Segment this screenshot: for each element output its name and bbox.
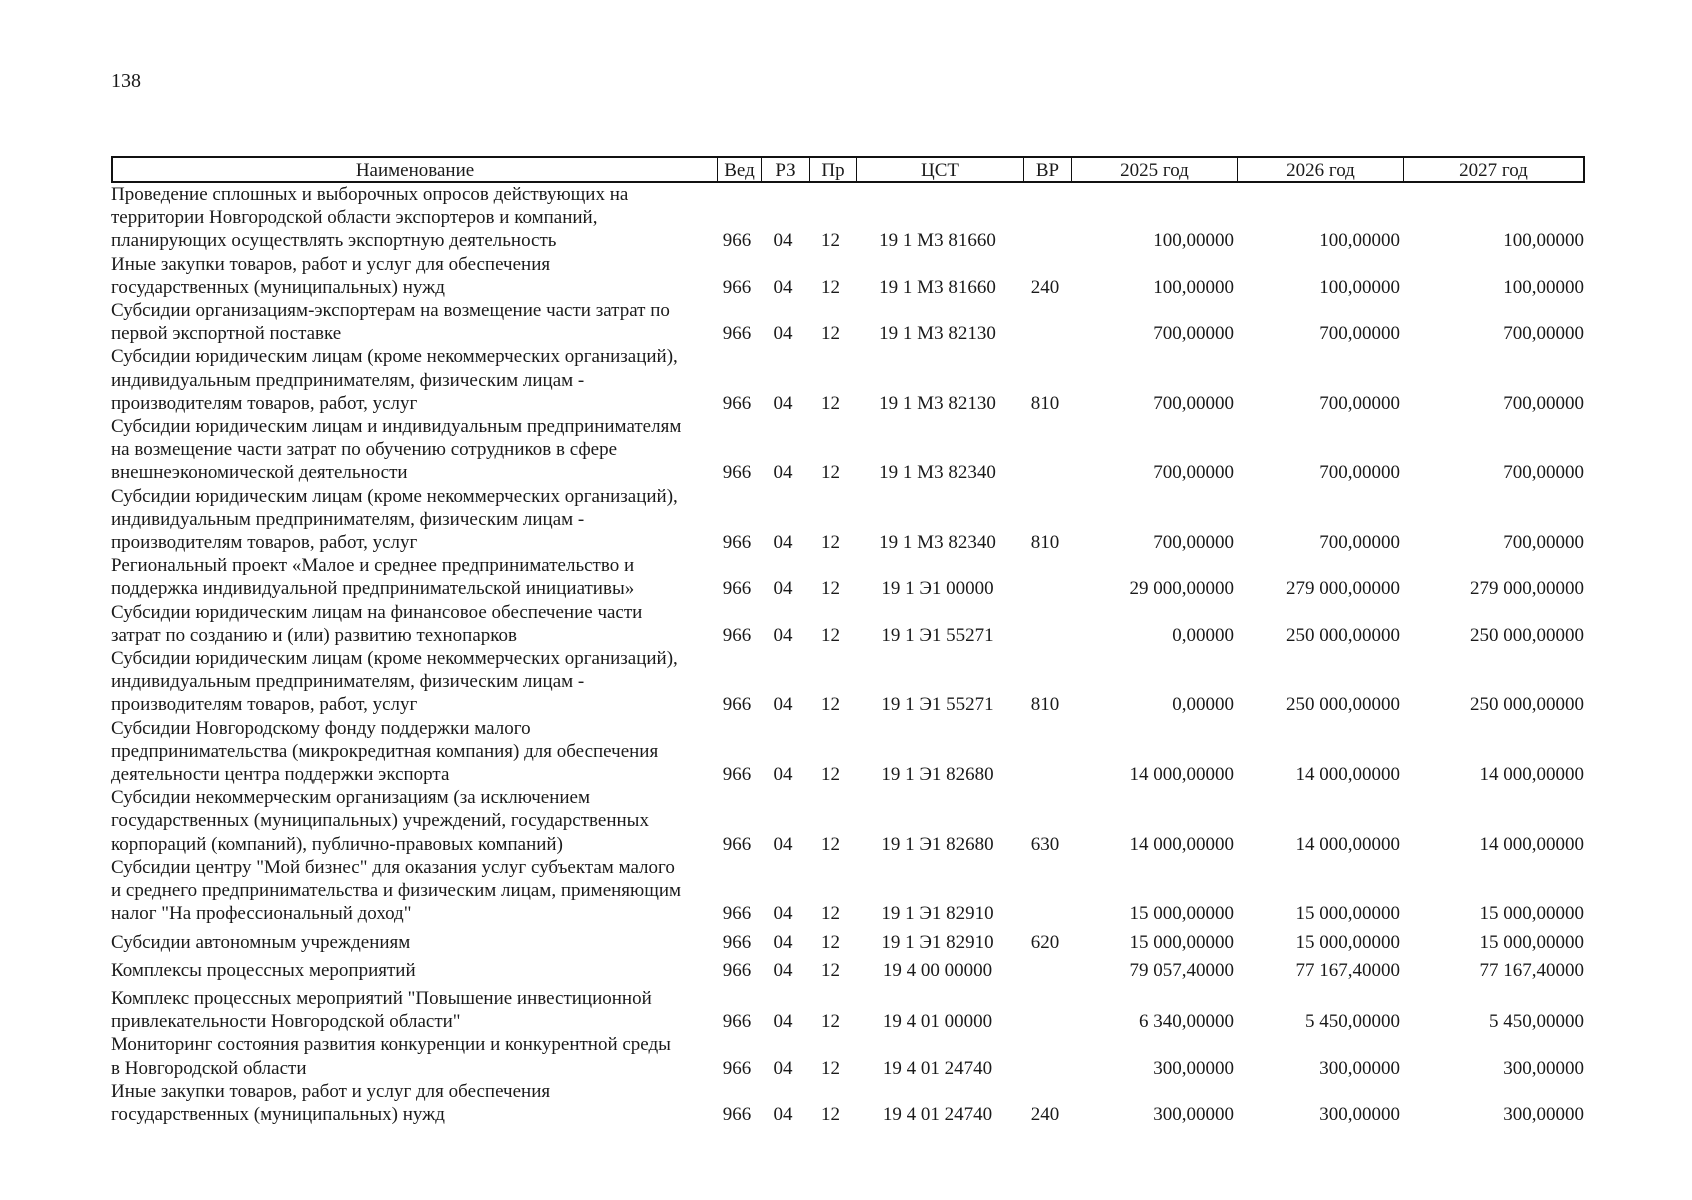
row-name: Субсидии юридическим лицам (кроме некоммерческих организаций), индивидуальным предпринимателям, физическим лицам - производителям товаров, работ, услуг <box>111 346 678 414</box>
row-2026: 279 000,00000 <box>1286 578 1400 600</box>
row-2027: 700,00000 <box>1503 392 1584 414</box>
row-name: Субсидии некоммерческим организациям (за исключением государственных (муниципальных) учреждений, государственных корпораций (компаний), публично-правовых компаний) <box>111 787 649 855</box>
row-2025: 700,00000 <box>1153 462 1234 484</box>
row-rz: 04 <box>773 392 793 414</box>
row-2026: 5 450,00000 <box>1305 1011 1400 1033</box>
row-2027: 300,00000 <box>1503 1057 1584 1079</box>
row-name: Субсидии автономным учреждениям <box>111 931 411 953</box>
header-2025: 2025 год <box>1071 158 1237 181</box>
table-row <box>111 959 1585 982</box>
table-row <box>111 253 1585 299</box>
row-cst: 19 1 М3 82130 <box>879 392 996 414</box>
row-2026: 250 000,00000 <box>1286 624 1400 646</box>
table-row <box>111 931 1585 954</box>
row-2026: 15 000,00000 <box>1295 903 1400 925</box>
row-pr: 12 <box>821 578 840 600</box>
row-pr: 12 <box>821 931 840 953</box>
row-name: Субсидии юридическим лицам и индивидуальным предпринимателям на возмещение части затрат по обучению сотрудников в сфере внешнеэкономической деятельности <box>111 416 682 484</box>
row-2025: 14 000,00000 <box>1129 764 1234 786</box>
row-2025: 15 000,00000 <box>1129 903 1234 925</box>
row-cst: 19 1 Э1 55271 <box>881 624 994 646</box>
table-row <box>111 299 1585 345</box>
row-2025: 100,00000 <box>1153 230 1234 252</box>
row-cst: 19 1 М3 81660 <box>879 276 996 298</box>
table-row <box>111 183 1585 253</box>
table-row <box>111 786 1585 856</box>
row-2027: 77 167,40000 <box>1479 959 1584 981</box>
row-2027: 279 000,00000 <box>1470 578 1584 600</box>
row-name: Субсидии юридическим лицам на финансовое обеспечение части затрат по созданию и (или) развитию технопарков <box>111 601 643 646</box>
row-2026: 250 000,00000 <box>1286 694 1400 716</box>
header-vr: ВР <box>1023 158 1071 181</box>
table-header <box>111 156 1585 183</box>
row-ved: 966 <box>722 1057 752 1079</box>
row-cst: 19 1 Э1 82910 <box>881 903 994 925</box>
row-rz: 04 <box>773 532 793 554</box>
row-2026: 77 167,40000 <box>1295 959 1400 981</box>
header-name: Наименование <box>355 160 475 181</box>
row-2026: 15 000,00000 <box>1295 931 1400 953</box>
table-row <box>111 647 1585 717</box>
row-pr: 12 <box>821 764 840 786</box>
table-body <box>111 183 1585 1126</box>
row-2027: 15 000,00000 <box>1479 931 1584 953</box>
row-pr: 12 <box>821 323 840 345</box>
row-2025: 0,00000 <box>1172 624 1234 646</box>
row-2025: 700,00000 <box>1153 392 1234 414</box>
row-2027: 700,00000 <box>1503 323 1584 345</box>
table-row <box>111 987 1585 1033</box>
row-vr: 810 <box>1030 532 1060 554</box>
row-2026: 300,00000 <box>1319 1057 1400 1079</box>
row-vr: 240 <box>1030 1103 1060 1125</box>
row-2025: 6 340,00000 <box>1139 1011 1234 1033</box>
row-rz: 04 <box>773 1103 793 1125</box>
row-2025: 100,00000 <box>1153 276 1234 298</box>
row-pr: 12 <box>821 624 840 646</box>
row-name: Региональный проект «Малое и среднее предпринимательство и поддержка индивидуальной предпринимательской инициативы» <box>111 555 635 600</box>
row-rz: 04 <box>773 959 793 981</box>
row-2027: 100,00000 <box>1503 230 1584 252</box>
row-vr: 810 <box>1030 694 1060 716</box>
row-ved: 966 <box>722 1103 752 1125</box>
row-2025: 700,00000 <box>1153 532 1234 554</box>
row-rz: 04 <box>773 833 793 855</box>
row-pr: 12 <box>821 694 840 716</box>
row-pr: 12 <box>821 1103 840 1125</box>
row-2026: 100,00000 <box>1319 276 1400 298</box>
row-name: Мониторинг состояния развития конкуренции и конкурентной среды в Новгородской области <box>111 1034 671 1079</box>
row-vr: 620 <box>1030 931 1060 953</box>
row-2025: 700,00000 <box>1153 323 1234 345</box>
table-row <box>111 345 1585 415</box>
row-name: Субсидии организациям-экспортерам на возмещение части затрат по первой экспортной поставке <box>111 300 670 345</box>
row-ved: 966 <box>722 694 752 716</box>
header-cst: ЦСТ <box>856 158 1023 181</box>
row-ved: 966 <box>722 931 752 953</box>
table-row <box>111 856 1585 926</box>
row-rz: 04 <box>773 903 793 925</box>
table-row <box>111 554 1585 600</box>
row-rz: 04 <box>773 1011 793 1033</box>
row-ved: 966 <box>722 764 752 786</box>
row-vr: 630 <box>1030 833 1060 855</box>
row-cst: 19 1 М3 82340 <box>879 462 996 484</box>
row-pr: 12 <box>821 276 840 298</box>
row-2026: 700,00000 <box>1319 532 1400 554</box>
header-rz: РЗ <box>761 158 809 181</box>
row-rz: 04 <box>773 931 793 953</box>
table-row <box>111 1080 1585 1126</box>
row-name: Проведение сплошных и выборочных опросов действующих на территории Новгородской области экспортеров и компаний, планирующих осуществлять экспортную деятельность <box>111 184 629 252</box>
row-2025: 14 000,00000 <box>1129 833 1234 855</box>
row-2027: 14 000,00000 <box>1479 764 1584 786</box>
row-2025: 15 000,00000 <box>1129 931 1234 953</box>
header-pr: Пр <box>809 158 856 181</box>
row-name: Субсидии юридическим лицам (кроме некоммерческих организаций), индивидуальным предпринимателям, физическим лицам - производителям товаров, работ, услуг <box>111 485 678 554</box>
row-cst: 19 1 М3 82130 <box>879 323 996 345</box>
row-2025: 300,00000 <box>1153 1057 1234 1079</box>
row-cst: 19 1 Э1 00000 <box>881 578 994 600</box>
row-rz: 04 <box>773 578 793 600</box>
row-cst: 19 4 01 24740 <box>882 1057 993 1079</box>
row-2026: 700,00000 <box>1319 392 1400 414</box>
row-rz: 04 <box>773 230 793 252</box>
page-number: 138 <box>111 70 141 92</box>
row-ved: 966 <box>722 1011 752 1033</box>
row-pr: 12 <box>821 392 840 414</box>
row-cst: 19 1 М3 81660 <box>879 230 996 252</box>
row-rz: 04 <box>773 276 793 298</box>
row-pr: 12 <box>821 1011 840 1033</box>
table-row <box>111 485 1585 555</box>
row-pr: 12 <box>821 532 840 554</box>
row-ved: 966 <box>722 276 752 298</box>
row-2027: 700,00000 <box>1503 532 1584 554</box>
row-ved: 966 <box>722 532 752 554</box>
row-name: Иные закупки товаров, работ и услуг для обеспечения государственных (муниципальных) нужд <box>111 1080 551 1125</box>
table-row <box>111 601 1585 647</box>
row-cst: 19 1 Э1 82910 <box>881 931 994 953</box>
row-name: Субсидии центру "Мой бизнес" для оказания услуг субъектам малого и среднего предпринимательства и физическим лицам, применяющим налог "На профессиональный доход" <box>111 856 682 925</box>
row-2026: 700,00000 <box>1319 323 1400 345</box>
row-ved: 966 <box>722 903 752 925</box>
row-2027: 700,00000 <box>1503 462 1584 484</box>
row-rz: 04 <box>773 323 793 345</box>
row-ved: 966 <box>722 624 752 646</box>
row-cst: 19 4 01 24740 <box>882 1103 993 1125</box>
row-rz: 04 <box>773 1057 793 1079</box>
row-2025: 300,00000 <box>1153 1103 1234 1125</box>
row-ved: 966 <box>722 323 752 345</box>
row-cst: 19 1 Э1 82680 <box>881 764 994 786</box>
row-name: Субсидии Новгородскому фонду поддержки малого предпринимательства (микрокредитная компания) для обеспечения деятельности центра поддержки экспорта <box>111 717 659 786</box>
row-name: Комплекс процессных мероприятий "Повышение инвестиционной привлекательности Новгородской области" <box>111 987 652 1033</box>
row-2025: 0,00000 <box>1172 694 1234 716</box>
row-ved: 966 <box>722 959 752 981</box>
row-pr: 12 <box>821 230 840 252</box>
row-ved: 966 <box>722 392 752 414</box>
row-rz: 04 <box>773 624 793 646</box>
table-row <box>111 1033 1585 1079</box>
header-ved: Вед <box>717 158 761 181</box>
row-name: Субсидии юридическим лицам (кроме некоммерческих организаций), индивидуальным предпринимателям, физическим лицам - производителям товаров, работ, услуг <box>111 648 678 716</box>
row-2025: 29 000,00000 <box>1129 578 1234 600</box>
row-2026: 300,00000 <box>1319 1103 1400 1125</box>
row-rz: 04 <box>773 462 793 484</box>
row-pr: 12 <box>821 959 840 981</box>
row-2026: 700,00000 <box>1319 462 1400 484</box>
row-2027: 250 000,00000 <box>1470 694 1584 716</box>
row-pr: 12 <box>821 833 840 855</box>
row-rz: 04 <box>773 764 793 786</box>
row-cst: 19 1 М3 82340 <box>879 532 996 554</box>
row-cst: 19 1 Э1 55271 <box>881 694 994 716</box>
row-cst: 19 1 Э1 82680 <box>881 833 994 855</box>
row-rz: 04 <box>773 694 793 716</box>
row-cst: 19 4 01 00000 <box>882 1011 993 1033</box>
row-2026: 100,00000 <box>1319 230 1400 252</box>
row-pr: 12 <box>821 462 840 484</box>
row-2026: 14 000,00000 <box>1295 833 1400 855</box>
row-name: Комплексы процессных мероприятий <box>111 959 416 981</box>
row-ved: 966 <box>722 833 752 855</box>
row-2027: 14 000,00000 <box>1479 833 1584 855</box>
row-pr: 12 <box>821 1057 840 1079</box>
row-cst: 19 4 00 00000 <box>882 959 993 981</box>
row-2027: 5 450,00000 <box>1489 1011 1584 1033</box>
row-2027: 100,00000 <box>1503 276 1584 298</box>
row-2027: 250 000,00000 <box>1470 624 1584 646</box>
table-row <box>111 717 1585 787</box>
row-vr: 810 <box>1030 392 1060 414</box>
row-2027: 300,00000 <box>1503 1103 1584 1125</box>
row-2025: 79 057,40000 <box>1129 959 1234 981</box>
row-pr: 12 <box>821 903 840 925</box>
row-2026: 14 000,00000 <box>1295 764 1400 786</box>
row-2027: 15 000,00000 <box>1479 903 1584 925</box>
row-vr: 240 <box>1030 276 1060 298</box>
row-name: Иные закупки товаров, работ и услуг для обеспечения государственных (муниципальных) нужд <box>111 253 551 298</box>
table-row <box>111 415 1585 485</box>
header-2027: 2027 год <box>1403 158 1583 181</box>
row-ved: 966 <box>722 230 752 252</box>
header-2026: 2026 год <box>1237 158 1403 181</box>
row-ved: 966 <box>722 578 752 600</box>
row-ved: 966 <box>722 462 752 484</box>
